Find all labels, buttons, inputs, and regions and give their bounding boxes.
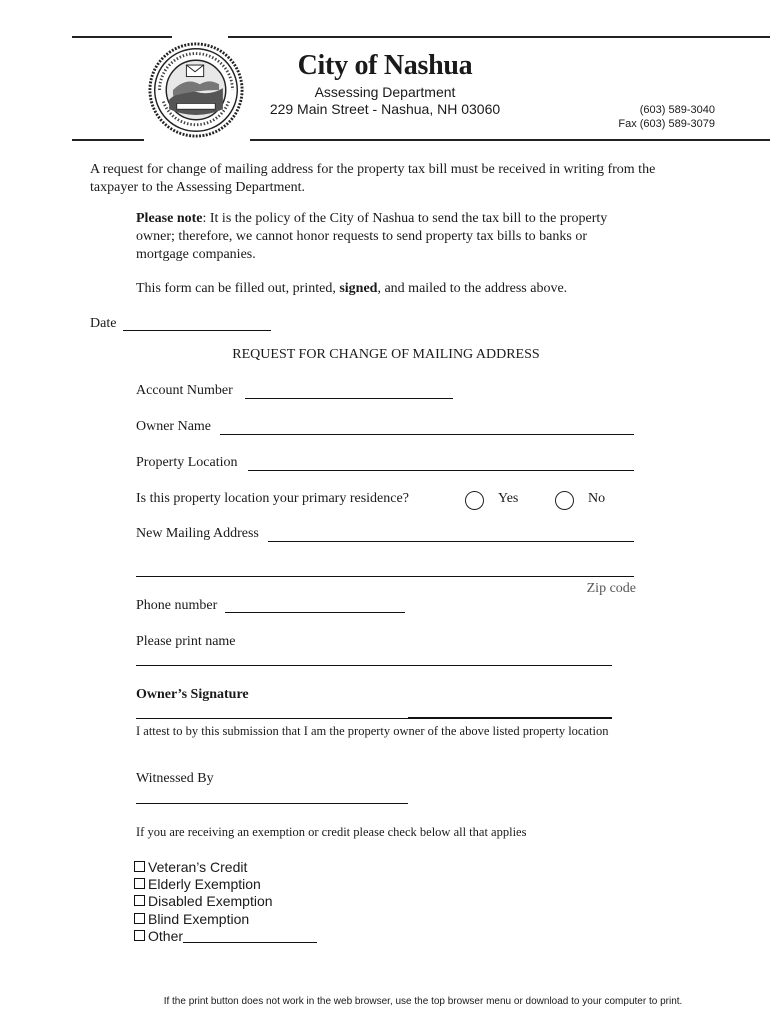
print-footer-note: If the print button does not work in the web browser, use the top browser menu or download to your computer to print. xyxy=(163,996,683,1007)
new-mailing-address-line-1[interactable] xyxy=(268,541,634,542)
city-name: City of Nashua xyxy=(297,50,473,81)
primary-residence-question: Is this property location your primary residence? xyxy=(136,491,409,506)
exemption-blind[interactable] xyxy=(134,910,249,927)
primary-residence-no-label: No xyxy=(588,491,606,506)
print-name-line[interactable] xyxy=(136,665,612,666)
witnessed-by-line[interactable] xyxy=(136,803,408,804)
exemption-label: Veteran’s Credit xyxy=(148,858,248,875)
policy-note-label: Please note xyxy=(136,211,203,226)
owner-name-line[interactable] xyxy=(220,434,634,435)
form-title: REQUEST FOR CHANGE OF MAILING ADDRESS xyxy=(232,347,540,362)
exemption-elderly[interactable] xyxy=(134,875,261,892)
exemption-checkbox[interactable] xyxy=(134,913,145,924)
exemption-disabled[interactable] xyxy=(134,892,273,909)
date-line[interactable] xyxy=(123,330,271,331)
owner-name-label: Owner Name xyxy=(136,419,212,434)
owner-signature-line[interactable] xyxy=(136,718,408,719)
department-fax: Fax (603) 589-3079 xyxy=(618,118,715,130)
zip-code-line[interactable] xyxy=(546,576,634,577)
policy-note-text: : It is the policy of the City of Nashua to send the tax bill to the property owner; therefore, we cannot honor requests to send property tax bills to banks or mortgage companies. xyxy=(136,211,608,262)
header-rule-bottom-right xyxy=(250,139,770,141)
account-number-line[interactable] xyxy=(245,398,453,399)
print-name-label: Please print name xyxy=(136,634,236,649)
instruction-before: This form can be filled out, printed, xyxy=(136,281,340,296)
owner-signature-label: Owner’s Signature xyxy=(136,687,249,702)
attestation-text: I attest to by this submission that I am the property owner of the above listed property location xyxy=(136,724,609,738)
city-seal-icon xyxy=(148,42,244,138)
exemption-checkbox[interactable] xyxy=(134,895,145,906)
exemption-label: Elderly Exemption xyxy=(148,875,261,892)
new-mailing-address-label: New Mailing Address xyxy=(136,526,259,541)
instruction-bold: signed xyxy=(339,281,378,296)
property-location-line[interactable] xyxy=(248,470,634,471)
form-instruction xyxy=(136,280,656,298)
primary-residence-no-radio[interactable] xyxy=(555,491,574,510)
phone-number-line[interactable] xyxy=(225,612,405,613)
exemption-other-line[interactable] xyxy=(183,942,317,943)
exemption-label: Other xyxy=(148,927,184,944)
department-phone: (603) 589-3040 xyxy=(639,104,715,116)
header-rule-top-left xyxy=(72,36,172,38)
exemption-other[interactable] xyxy=(134,927,183,944)
exemption-veterans-credit[interactable] xyxy=(134,858,247,875)
account-number-label: Account Number xyxy=(136,383,233,398)
exemption-checkbox[interactable] xyxy=(134,861,145,872)
header-rule-bottom-left xyxy=(72,139,144,141)
header-rule-top-right xyxy=(228,36,770,38)
exemption-label: Disabled Exemption xyxy=(148,892,273,909)
department-name: Assessing Department xyxy=(314,84,456,100)
phone-number-label: Phone number xyxy=(136,598,218,613)
exemption-checkbox[interactable] xyxy=(134,930,145,941)
date-label: Date xyxy=(90,316,117,331)
new-mailing-address-line-2[interactable] xyxy=(136,576,546,577)
exemption-checkbox[interactable] xyxy=(134,878,145,889)
intro-paragraph: A request for change of mailing address for the property tax bill must be received in writing from the taxpayer to the Assessing Department. xyxy=(90,162,656,195)
department-address: 229 Main Street - Nashua, NH 03060 xyxy=(269,101,501,117)
witnessed-by-label: Witnessed By xyxy=(136,771,214,786)
policy-note xyxy=(136,210,636,264)
primary-residence-yes-radio[interactable] xyxy=(465,491,484,510)
zip-code-label: Zip code xyxy=(586,581,636,596)
owner-signature-line-ext xyxy=(408,717,612,719)
primary-residence-yes-label: Yes xyxy=(498,491,519,506)
exemptions-intro: If you are receiving an exemption or credit please check below all that applies xyxy=(136,825,527,839)
property-location-label: Property Location xyxy=(136,455,238,470)
instruction-after: , and mailed to the address above. xyxy=(377,281,568,296)
exemption-label: Blind Exemption xyxy=(148,910,250,927)
